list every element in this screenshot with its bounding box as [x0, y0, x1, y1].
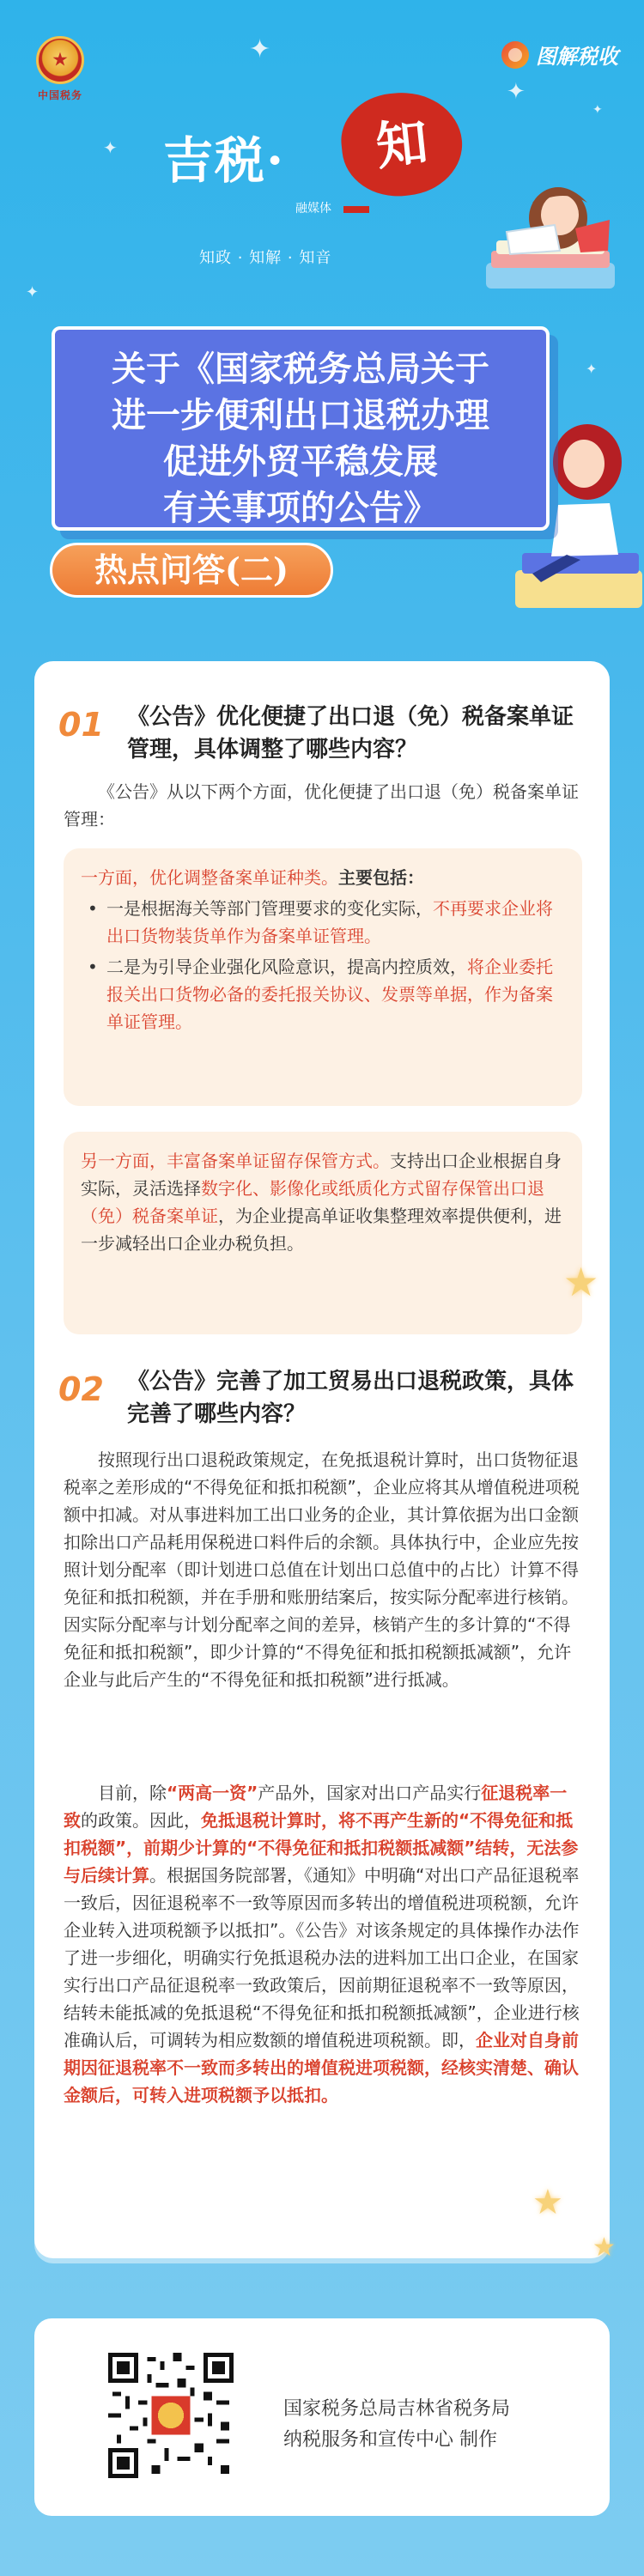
emblem-icon: ★ — [36, 36, 84, 84]
question-number: 01 — [58, 706, 104, 744]
bullet-1-highlight: 不再要求企业将出口货物装货单作为备案单证管理。 — [106, 898, 553, 946]
brand-name: 图解税收 — [536, 45, 618, 69]
question-1-intro: 《公告》从以下两个方面，优化便捷了出口退（免）税备案单证管理： — [64, 781, 579, 829]
brand-logo — [501, 39, 618, 70]
emblem-label: 中国税务 — [37, 89, 82, 101]
p2-highlight-d: 征退税率一致 — [64, 1783, 568, 1831]
box-2-highlight: 数字化、影像化或纸质化方式留存保管出口退（免）税备案单证 — [81, 1178, 544, 1226]
sparkle-icon: ✦ — [249, 34, 271, 64]
footer-line-2: 纳税服务和宣传中心 制作 — [283, 2429, 497, 2451]
title-line-2: 进一步便利出口退税办理 — [112, 395, 489, 435]
title-card — [52, 326, 550, 531]
logo-slogan: 知政 · 知解 · 知音 — [199, 249, 332, 267]
star-icon: ★ — [592, 2233, 616, 2263]
question-2-header — [58, 1365, 587, 1431]
bullet-2-text: 二是为引导企业强化风险意识，提高内控质效， — [106, 957, 467, 977]
box-1-lead-highlight: 一方面，优化调整备案单证种类。 — [81, 867, 338, 888]
question-title: 《公告》完善了加工贸易出口退税政策，具体完善了哪些内容？ — [127, 1369, 574, 1427]
title-line-3: 促进外贸平稳发展 — [163, 441, 438, 482]
question-1-box-1 — [64, 848, 582, 1106]
p2-text-e: 的政策。因此， — [81, 1810, 201, 1831]
footer-card — [34, 2318, 610, 2516]
bullet-item-1 — [81, 895, 565, 950]
logo-subtitle: 融媒体 — [295, 202, 331, 216]
logo-title: 吉税· — [163, 131, 286, 190]
header-banner — [0, 0, 644, 618]
qa-content-card — [34, 661, 610, 2258]
p2-text-a: 目前，除 — [98, 1783, 167, 1803]
bullet-2-highlight: 将企业委托报关出口货物必备的委托报关协议、发票等单据，作为备案单证管理。 — [106, 957, 553, 1032]
logo-seal-icon: 知 — [337, 87, 467, 202]
box-2-text-2: ，为企业提高单证收集整理效率提供便利，进一步减轻出口企业办税负担。 — [81, 1206, 562, 1254]
footer-credit — [283, 2394, 510, 2456]
sparkle-icon: ✦ — [507, 79, 526, 105]
qr-code-icon[interactable] — [108, 2353, 234, 2478]
p2-highlight-f: 免抵退税计算时，将不再产生新的“不得免征和抵扣税额”，前期少计算的“不得免征和抵扣税额抵减额”结转，无法参与后续计算 — [64, 1810, 579, 1886]
sparkle-icon: ✦ — [103, 137, 118, 158]
question-1-box-2 — [64, 1132, 582, 1334]
p2-highlight-b: “两高一资” — [167, 1783, 258, 1803]
star-icon: ★ — [532, 2183, 563, 2222]
footer-line-1: 国家税务总局吉林省税务局 — [283, 2398, 511, 2420]
sparkle-icon: ✦ — [592, 103, 603, 117]
star-icon: ★ — [563, 1259, 599, 1305]
question-title: 《公告》优化便捷了出口退（免）税备案单证管理，具体调整了哪些内容？ — [127, 704, 574, 762]
reading-girl-illustration — [481, 168, 618, 297]
title-line-4: 有关事项的公告》 — [163, 488, 438, 528]
title-line-1: 关于《国家税务总局关于 — [112, 349, 489, 389]
p2-text-c: 产品外，国家对出口产品实行 — [258, 1783, 482, 1803]
p2-text-g: 。根据国务院部署，《通知》中明确“对出口产品征退税率一致后，因征退税率不一致等原因而多转出的增值税进项税额，允许企业转入进项税额予以抵扣”。《公告》对该条规定的具体操作办法作了进一步细化，明确实行免抵退税办法的进料加工出口企业，在国家实行出口产品征退税率一致政策后，因前期征退税率不一致等原因，结转未能抵减的免抵退税“不得免征和抵扣税额抵减额”，企业进行核准确认后，可调转为相应数额的增值税进项税额。即， — [64, 1865, 580, 2050]
question-2-paragraph-1: 按照现行出口退税政策规定，在免抵退税计算时，出口货物征退税率之差形成的“不得免征和抵扣税额”，企业应将其从增值税进项税额中扣减。对从事进料加工出口业务的企业，其计算依据为出口金额扣除出口产品耗用保税进口料件后的余额。具体执行中，企业应先按照计划分配率（即计划进口总值在计划出口总值中的占比）计算不得免征和抵扣税额，并在手册和账册结案后，按实际分配率进行核销。因实际分配率与计划分配率之间的差异，核销产生的多计算的“不得免征和抵扣税额”，即少计算的“不得免征和抵扣税额抵减额”，允许企业与此后产生的“不得免征和抵扣税额”进行抵减。 — [64, 1449, 580, 1690]
subtitle-pill: 热点问答(二) — [50, 543, 333, 598]
logo-sub-bar — [343, 206, 369, 213]
box-2-lead-highlight: 另一方面，丰富备案单证留存保管方式。 — [81, 1151, 390, 1171]
box-1-lead — [81, 864, 565, 891]
box-1-lead-rest: 主要包括： — [338, 867, 424, 888]
sparkle-icon: ✦ — [586, 361, 598, 377]
question-1-header — [58, 701, 587, 766]
question-2-paragraph-2 — [64, 1779, 582, 2109]
brand-icon — [501, 41, 529, 69]
box-2-text-1: 支持出口企业根据自身实际，灵活选择 — [81, 1151, 562, 1199]
bullet-1-text: 一是根据海关等部门管理要求的变化实际， — [106, 898, 433, 919]
bullet-item-2 — [81, 953, 565, 1036]
question-number: 02 — [58, 1370, 104, 1408]
p2-highlight-h: 企业对自身前期因征退税率不一致而多转出的增值税进项税额，经核实清楚、确认金额后，可转入进项税额予以抵扣。 — [64, 2030, 579, 2105]
sparkle-icon: ✦ — [26, 283, 39, 301]
tax-emblem — [33, 36, 88, 102]
